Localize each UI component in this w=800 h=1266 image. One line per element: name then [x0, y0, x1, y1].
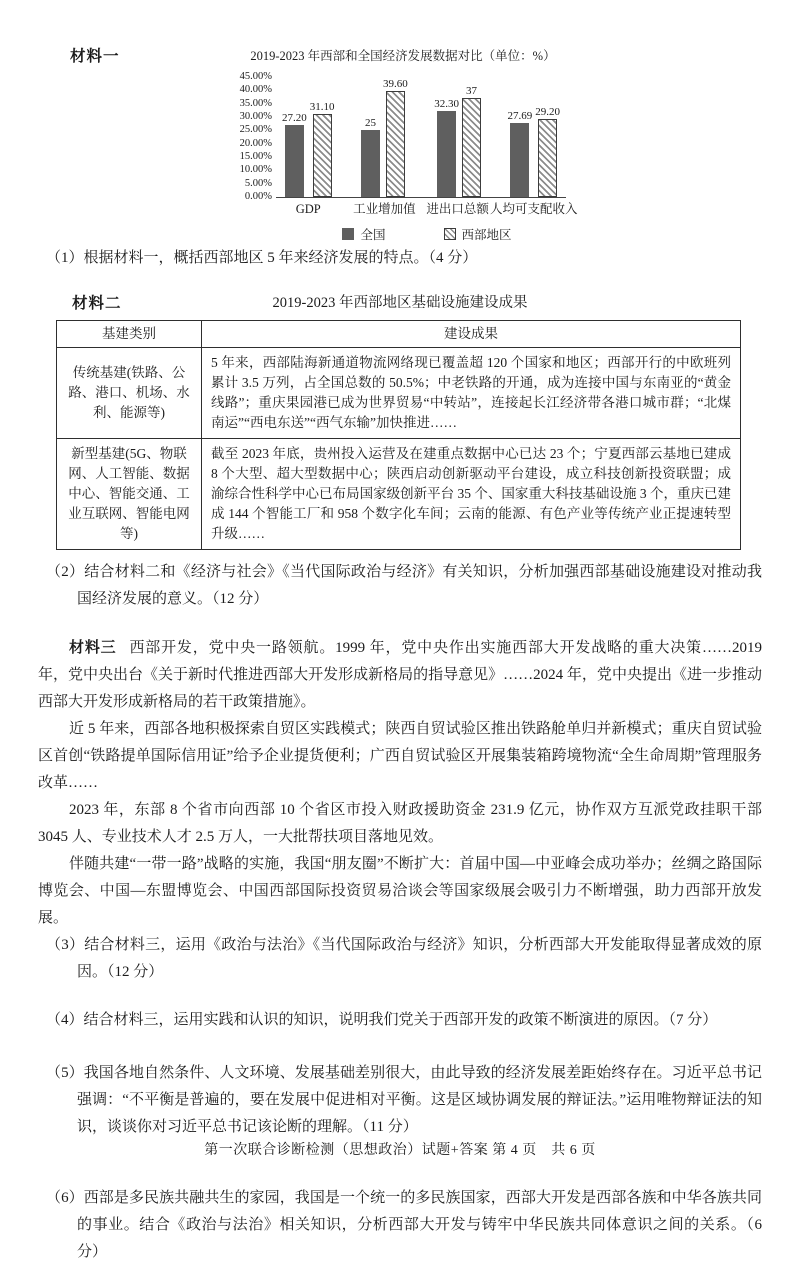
bar-national — [361, 130, 380, 197]
material3-paragraph: 伴随共建“一带一路”战略的实施，我国“朋友圈”不断扩大：首届中国—中亚峰会成功举办；丝绸之路国际博览会、中国—东盟博览会、中国西部国际投资贸易洽谈会等国家级展会吸引力不断增强，助力西部开放发展。 — [38, 856, 762, 926]
y-axis-tick-label: 15.00% — [239, 151, 272, 162]
question-4: （4）结合材料三，运用实践和认识的知识，说明我们党关于西部开发的政策不断演进的原因。（7 分） — [46, 1012, 718, 1028]
material3-paragraph: 近 5 年来，西部各地积极探索自贸区实践模式；陕西自贸试验区推出铁路舱单归并新模式；重庆自贸试验区首创“铁路提单国际信用证”给予企业提货便利；广西自贸试验区开展集装箱跨境物流“全生命周期”管理服务改革…… — [38, 721, 762, 791]
chart-plot-area — [276, 77, 578, 216]
chart-legend — [276, 225, 578, 243]
bar-western — [538, 119, 557, 197]
bar-wrap — [361, 117, 380, 197]
material1-label: 材料一 — [70, 48, 120, 65]
question-6: （6）西部是多民族共融共生的家园，我国是一个统一的多民族国家，西部大开发是西部各族和中华各族共同的事业。结合《政治与法治》相关知识，分析西部大开发与铸牢中华民族共同体意识之间的关系。（6 分） — [46, 1190, 762, 1260]
bar-wrap — [462, 85, 481, 197]
bar-value-label: 31.10 — [309, 101, 335, 114]
material3-label: 材料三 — [69, 640, 117, 656]
table-header-result: 建设成果 — [202, 321, 741, 348]
bar-value-label: 29.20 — [535, 106, 560, 119]
category-label: 工业增加值 — [353, 202, 416, 216]
y-axis-tick-label: 0.00% — [244, 191, 272, 202]
bar-wrap — [508, 110, 533, 197]
material3-section — [38, 635, 762, 932]
y-axis-tick-label: 30.00% — [239, 111, 272, 122]
bar-national — [437, 111, 456, 197]
bar-national — [510, 123, 529, 197]
material2-section — [38, 291, 762, 550]
infrastructure-table — [56, 320, 741, 550]
bar-national — [285, 125, 304, 198]
chart-title: 2019-2023 年西部和全国经济发展数据对比（单位：%） — [250, 49, 556, 63]
question-2: （2）结合材料二和《经济与社会》《当代国际政治与经济》有关知识，分析加强西部基础设施建设对推动我国经济发展的意义。（12 分） — [46, 564, 762, 607]
bar-chart — [228, 46, 578, 243]
legend-item — [444, 225, 512, 243]
y-axis-tick-label: 20.00% — [239, 137, 272, 149]
bar-western — [313, 114, 332, 197]
bar-western — [386, 91, 405, 197]
paragraph-text: 西部开发，党中央一路领航。1999 年，党中央作出实施西部大开发战略的重大决策……2019 年，党中央出台《关于新时代推进西部大开发形成新格局的指导意见》……2024 年，党中央提出《进一步推动西部大开发形成新格局的若干政策措施》。 — [38, 640, 762, 710]
material2-header — [38, 291, 762, 315]
legend-label: 全国 — [360, 228, 386, 242]
bar-wrap — [434, 98, 459, 197]
result-cell: 5 年来，西部陆海新通道物流网络现已覆盖超 120 个国家和地区；西部开行的中欧班列累计 3.5 万列，占全国总数的 50.5%；中老铁路的开通，成为连接中国与东南亚的“黄金线路”；重庆果园港已成为世界贸易“中转站”，连接起长江经济带各港口城市群；“北煤南运”“西电东送”“西气东输”加快推进…… — [202, 348, 741, 439]
y-axis-tick-label: 25.00% — [239, 124, 272, 136]
chart-y-axis — [228, 71, 276, 202]
table-row — [57, 439, 741, 550]
result-cell: 截至 2023 年底，贵州投入运营及在建重点数据中心已达 23 个；宁夏西部云基地已建成 8 个大型、超大型数据中心；陕西启动创新驱动平台建设，成立科技创新投资联盟；成渝综合性科学中心已布局国家级创新平台 35 个、国家重大科技基础设施 3 个，重庆已建成 144 个智能工厂和 958 个数字化车间；云南的能源、有色产业等传统产业正提速转型升级…… — [202, 439, 741, 550]
bar-value-label: 25 — [365, 117, 376, 130]
y-axis-tick-label: 35.00% — [239, 97, 272, 109]
bar-wrap — [383, 78, 408, 197]
table-header-category: 基建类别 — [57, 321, 202, 348]
material3-paragraph: 2023 年，东部 8 个省市向西部 10 个省区市投入财政援助资金 231.9 亿元，协作双方互派党政挂职干部 3045 人、专业技术人才 2.5 万人，一大批帮扶项目落地见效。 — [38, 802, 762, 845]
category-label: GDP — [295, 202, 321, 216]
category-cell: 新型基建(5G、物联网、人工智能、数据中心、智能交通、工业互联网、智能电网等) — [57, 439, 202, 550]
legend-swatch-hatched — [444, 228, 456, 240]
legend-label: 西部地区 — [461, 228, 512, 242]
bar-group — [489, 106, 578, 216]
bar-group — [426, 85, 489, 216]
bar-group — [282, 101, 335, 216]
bar-value-label: 39.60 — [383, 78, 408, 91]
bar-value-label: 32.30 — [434, 97, 459, 110]
category-label: 进出口总额 — [426, 202, 489, 216]
legend-item — [342, 225, 385, 243]
legend-swatch-solid — [342, 228, 354, 240]
table-title: 2019-2023 年西部地区基础设施建设成果 — [272, 295, 528, 311]
bar-value-label: 27.20 — [282, 111, 307, 124]
bar-wrap — [282, 112, 307, 198]
bar-value-label: 27.69 — [507, 110, 533, 123]
bar-wrap — [310, 101, 335, 197]
chart-body — [228, 71, 578, 216]
y-axis-tick-label: 40.00% — [239, 84, 272, 96]
bar-wrap — [535, 106, 560, 197]
material1-section — [38, 0, 762, 242]
category-cell: 传统基建(铁路、公路、港口、机场、水利、能源等) — [57, 348, 202, 439]
page-footer: 第一次联合诊断检测（思想政治）试题+答案 第 4 页 共 6 页 — [204, 1143, 596, 1158]
table-row — [57, 348, 741, 439]
category-label: 人均可支配收入 — [489, 202, 578, 216]
bar-value-label: 37 — [466, 85, 477, 98]
bar-group — [353, 78, 416, 216]
y-axis-tick-label: 10.00% — [239, 164, 272, 176]
material3-paragraph — [38, 635, 762, 716]
question-5: （5）我国各地自然条件、人文环境、发展基础差别很大，由此导致的经济发展差距始终存在。习近平总书记强调：“不平衡是普遍的，要在发展中促进相对平衡。这是区域协调发展的辩证法。”运用唯物辩证法的知识，谈谈你对习近平总书记该论断的理解。（11 分） — [46, 1065, 762, 1135]
y-axis-tick-label: 45.00% — [239, 71, 272, 82]
question-3: （3）结合材料三，运用《政治与法治》《当代国际政治与经济》知识，分析西部大开发能取得显著成效的原因。（12 分） — [46, 937, 762, 980]
table-header-row — [57, 321, 741, 348]
bar-western — [462, 98, 481, 197]
y-axis-tick-label: 5.00% — [244, 177, 272, 189]
question-1: （1）根据材料一，概括西部地区 5 年来经济发展的特点。（4 分） — [46, 250, 478, 266]
material2-label: 材料二 — [72, 295, 122, 312]
